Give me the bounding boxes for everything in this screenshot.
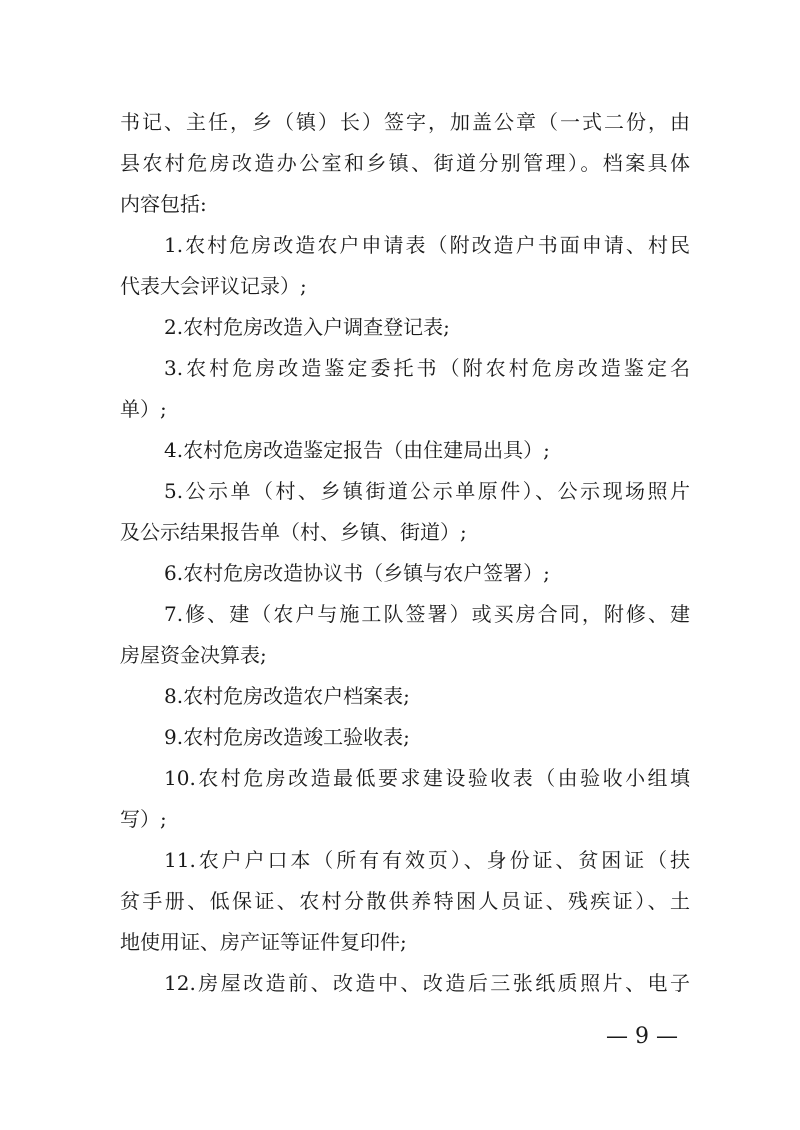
text-line: 房屋资金决算表;: [120, 643, 267, 667]
text-line: 书记、主任，乡（镇）长）签字，加盖公章（一式二份，由: [120, 110, 690, 134]
list-item-11: 11.农户户口本（所有有效页）、身份证、贫困证（扶: [164, 848, 690, 872]
list-item-7: 7.修、建（农户与施工队签署）或买房合同，附修、建: [164, 602, 690, 626]
list-item-8: 8.农村危房改造农户档案表;: [164, 684, 410, 708]
list-item-2: 2.农村危房改造入户调查登记表;: [164, 315, 450, 339]
list-item-12: 12.房屋改造前、改造中、改造后三张纸质照片、电子: [164, 971, 690, 995]
text-line: 单）;: [120, 397, 167, 421]
list-item-1: 1.农村危房改造农户申请表（附改造户书面申请、村民: [164, 233, 690, 257]
text-line: 代表大会评议记录）;: [120, 274, 307, 298]
text-line: 内容包括:: [120, 192, 207, 216]
page-number: — 9 —: [606, 1024, 678, 1049]
list-item-3: 3.农村危房改造鉴定委托书（附农村危房改造鉴定名: [164, 356, 690, 380]
list-item-4: 4.农村危房改造鉴定报告（由住建局出具）;: [164, 438, 550, 462]
text-line: 写）;: [120, 807, 167, 831]
text-line: 地使用证、房产证等证件复印件;: [120, 930, 407, 954]
body-text: [120, 102, 690, 1004]
list-item-9: 9.农村危房改造竣工验收表;: [164, 725, 410, 749]
list-item-6: 6.农村危房改造协议书（乡镇与农户签署）;: [164, 561, 550, 585]
list-item-5: 5.公示单（村、乡镇街道公示单原件）、公示现场照片: [164, 479, 690, 503]
text-line: 县农村危房改造办公室和乡镇、街道分别管理）。档案具体: [120, 151, 690, 175]
text-line: 及公示结果报告单（村、乡镇、街道）;: [120, 520, 467, 544]
text-line: 贫手册、低保证、农村分散供养特困人员证、残疾证）、土: [120, 889, 690, 913]
list-item-10: 10.农村危房改造最低要求建设验收表（由验收小组填: [164, 766, 690, 790]
